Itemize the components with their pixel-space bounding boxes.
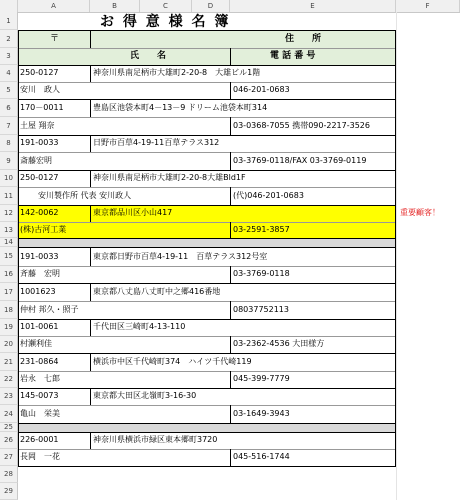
table-border [18, 247, 396, 248]
column-header-f[interactable]: F [396, 0, 460, 12]
table-border [18, 388, 396, 389]
table-border [395, 30, 396, 466]
customer-name: 仲村 邦久・照子 [20, 305, 79, 314]
row-header[interactable]: 10 [0, 170, 18, 187]
postal-code: 191-0033 [20, 138, 59, 147]
column-header-e[interactable]: E [230, 0, 396, 12]
header-name: 氏 名 [130, 51, 167, 61]
table-border [18, 466, 396, 467]
row-header[interactable]: 15 [0, 247, 18, 266]
table-border [230, 336, 231, 353]
table-border [18, 319, 396, 320]
column-header-a[interactable]: A [18, 0, 90, 12]
table-border [18, 353, 396, 354]
row-header[interactable]: 6 [0, 99, 18, 117]
row-header[interactable]: 19 [0, 319, 18, 336]
row-header[interactable]: 26 [0, 432, 18, 449]
row-header[interactable]: 3 [0, 48, 18, 65]
row-header[interactable]: 8 [0, 135, 18, 152]
table-border [18, 205, 396, 206]
table-border [230, 301, 231, 319]
table-border [18, 371, 396, 372]
row-header[interactable]: 23 [0, 388, 18, 405]
table-border [230, 82, 231, 99]
table-border [90, 247, 91, 266]
table-border [18, 238, 396, 239]
customer-name: 斉藤 宏明 [20, 269, 60, 278]
table-border [230, 48, 231, 65]
row-header[interactable]: 22 [0, 371, 18, 388]
phone: 046-201-0683 [233, 85, 290, 94]
customer-name: 安川製作所 代表 安川政人 [38, 191, 132, 200]
address: 東京都大田区北嶺町3-16-30 [93, 391, 197, 400]
address: 神奈川県南足柄市大雄町2-20-8 大雄ビル1階 [93, 68, 261, 77]
header-postal: 〒 [50, 34, 60, 44]
column-header-b[interactable]: B [90, 0, 140, 12]
table-border [18, 336, 396, 337]
customer-name: 亀山 栄美 [20, 409, 60, 418]
header-phone: 電 話 番 号 [270, 51, 316, 61]
phone: 03-2591-3857 [233, 225, 290, 234]
row-header[interactable]: 17 [0, 283, 18, 301]
row-header[interactable]: 25 [0, 423, 18, 432]
phone: 03-3769-0118/FAX 03-3769-0119 [233, 156, 367, 165]
header-address: 住 所 [285, 34, 322, 44]
row-header[interactable]: 1 [0, 12, 18, 30]
table-border [230, 117, 231, 135]
row-header[interactable]: 21 [0, 353, 18, 371]
table-border [230, 152, 231, 170]
table-border [18, 449, 396, 450]
row-header[interactable]: 12 [0, 205, 18, 222]
table-border [18, 99, 396, 100]
separator-row [18, 423, 396, 432]
table-border [18, 152, 396, 153]
table-border [18, 301, 396, 302]
customer-name: 岩永 七郎 [20, 374, 60, 383]
table-border [18, 30, 396, 31]
address: 豊島区池袋本町4－13－9 ドリーム池袋本町314 [93, 103, 268, 112]
postal-code: 226-0001 [20, 435, 59, 444]
table-border [18, 135, 396, 136]
address: 日野市百草4-19-11百草テラス312 [93, 138, 220, 147]
customer-name: 村瀬利佳 [20, 339, 52, 348]
table-border [90, 353, 91, 371]
row-header[interactable]: 20 [0, 336, 18, 353]
table-border [18, 82, 396, 83]
customer-name: 長岡 一花 [20, 452, 60, 461]
row-header[interactable]: 11 [0, 187, 18, 205]
select-all-corner[interactable] [0, 0, 18, 12]
table-border [18, 405, 396, 406]
address: 横浜市中区千代崎町374 ハイツ千代崎119 [93, 357, 252, 366]
address: 東京都日野市百草4-19-11 百草テラス312号室 [93, 252, 268, 261]
postal-code: 250-0127 [20, 68, 59, 77]
customer-name: 斎藤宏明 [20, 156, 52, 165]
postal-code: 1001623 [20, 287, 56, 296]
table-border [18, 266, 396, 267]
table-border [18, 30, 19, 466]
table-border [90, 30, 91, 48]
phone: 045-516-1744 [233, 452, 290, 461]
column-header-c[interactable]: C [140, 0, 192, 12]
row-header[interactable]: 18 [0, 301, 18, 319]
table-border [18, 283, 396, 284]
table-border [90, 319, 91, 336]
address: 東京都八丈島八丈町中之郷416番地 [93, 287, 221, 296]
table-border [230, 405, 231, 423]
table-border [230, 266, 231, 283]
postal-code: 231-0864 [20, 357, 59, 366]
phone: 03-2362-4536 大田様方 [233, 339, 325, 348]
table-border [18, 423, 396, 424]
address: 東京都品川区小山417 [93, 208, 173, 217]
customer-name: 安川 政人 [20, 85, 60, 94]
row-header[interactable]: 28 [0, 466, 18, 483]
phone: 03-0368-7055 携帯090-2217-3526 [233, 121, 370, 130]
table-border [18, 432, 396, 433]
table-border [90, 205, 91, 222]
postal-code: 250-0127 [20, 173, 59, 182]
customer-name: 土屋 翔奈 [20, 121, 55, 130]
grid-line [396, 12, 397, 500]
row-header[interactable]: 5 [0, 82, 18, 99]
table-border [90, 65, 91, 82]
postal-code: 191-0033 [20, 252, 59, 261]
table-border [18, 170, 396, 171]
postal-code: 142-0062 [20, 208, 59, 217]
separator-row [18, 238, 396, 247]
row-header[interactable]: 16 [0, 266, 18, 283]
postal-code: 101-0061 [20, 322, 59, 331]
address: 神奈川県南足柄市大雄町2-20-8大雄Bld1F [93, 173, 246, 182]
postal-code: 170－0011 [20, 103, 64, 112]
table-border [18, 187, 396, 188]
table-border [90, 170, 91, 187]
phone: (代)046-201-0683 [233, 191, 304, 200]
postal-code: 145-0073 [20, 391, 59, 400]
table-border [18, 65, 396, 66]
phone: 08037752113 [233, 305, 289, 314]
customer-name: (株)古河工業 [20, 225, 67, 234]
phone: 045-399-7779 [233, 374, 290, 383]
column-header-bar [0, 0, 460, 13]
important-note: 重要顧客！ [400, 208, 440, 217]
table-border [18, 117, 396, 118]
row-header[interactable]: 13 [0, 222, 18, 238]
table-border [230, 371, 231, 388]
table-border [230, 222, 231, 238]
phone: 03-3769-0118 [233, 269, 290, 278]
table-border [90, 388, 91, 405]
table-border [90, 283, 91, 301]
address: 千代田区三崎町4-13-110 [93, 322, 186, 331]
table-border [230, 449, 231, 466]
row-header[interactable]: 14 [0, 238, 18, 247]
table-border [90, 135, 91, 152]
column-header-d[interactable]: D [192, 0, 230, 12]
phone: 03-1649-3943 [233, 409, 290, 418]
row-header[interactable]: 4 [0, 65, 18, 82]
row-header[interactable]: 2 [0, 30, 18, 48]
row-header[interactable]: 24 [0, 405, 18, 423]
row-header[interactable]: 29 [0, 483, 18, 500]
table-border [230, 187, 231, 205]
page-title: お 得 意 様 名 簿 [100, 14, 231, 30]
row-header[interactable]: 7 [0, 117, 18, 135]
table-border [18, 222, 396, 223]
address: 神奈川県横浜市緑区東本郷町3720 [93, 435, 218, 444]
row-header[interactable]: 27 [0, 449, 18, 466]
row-header[interactable]: 9 [0, 152, 18, 170]
table-border [18, 48, 396, 49]
table-border [90, 99, 91, 117]
table-border [90, 432, 91, 449]
